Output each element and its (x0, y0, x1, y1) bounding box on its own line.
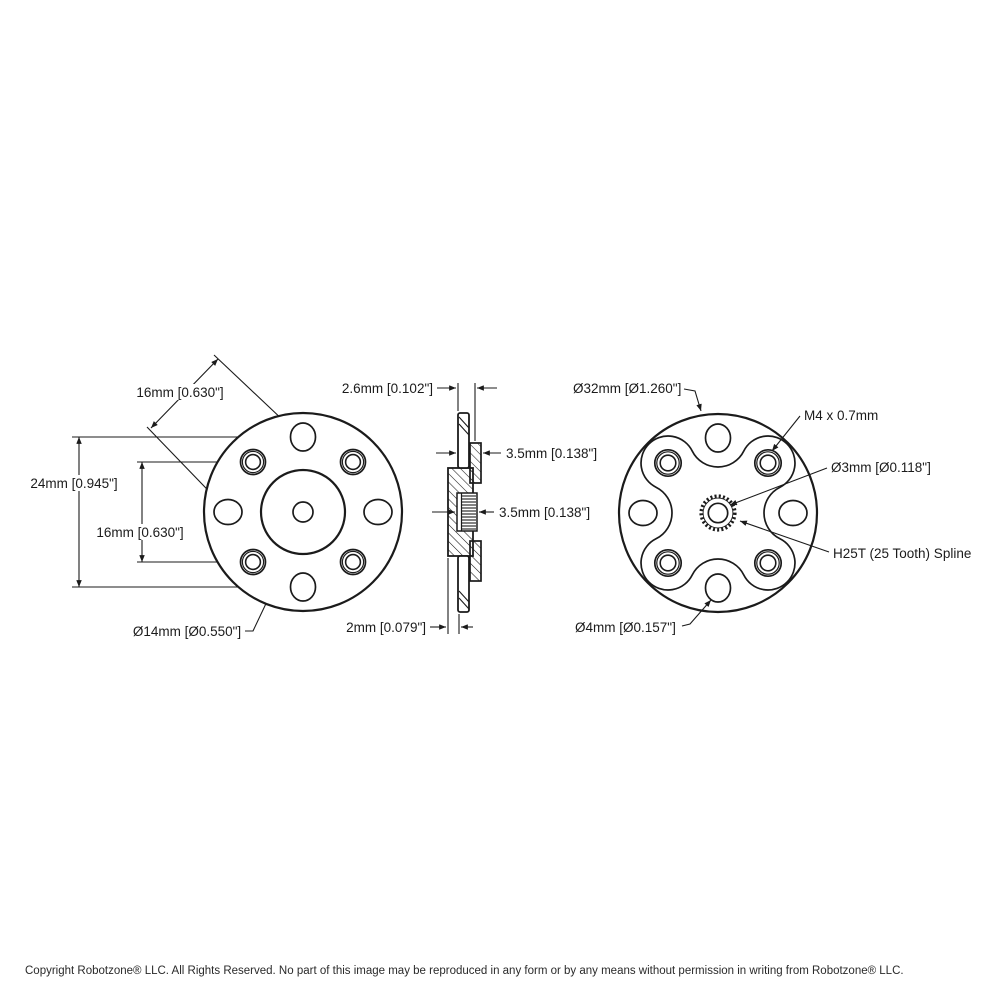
back-view-drawing (573, 381, 971, 635)
dim-label-boss-diameter: Ø14mm [Ø0.550"] (132, 624, 242, 639)
dim-label-bolt-circle: 24mm [0.945"] (30, 476, 118, 491)
dim-label-boss-thickness: 3.5mm [0.138"] (506, 446, 598, 461)
dim-label-thread-spacing: 16mm [0.630"] (96, 525, 184, 540)
copyright-text: Copyright Robotzone® LLC. All Rights Reserved. No part of this image may be reproduced in any form or by any means without permission in writing from Robotzone® LLC. (25, 965, 904, 977)
dim-label-thread-spec: M4 x 0.7mm (804, 408, 879, 423)
section-lower-boss (470, 541, 481, 581)
section-spline-teeth (457, 493, 477, 531)
front-boss-circle (261, 470, 345, 554)
dim-label-diag-spacing: 16mm [0.630"] (136, 385, 224, 400)
dim-label-center-hole: Ø3mm [Ø0.118"] (831, 460, 931, 475)
section-upper-boss (470, 443, 481, 483)
dim-label-flange-offset: 2.6mm [0.102"] (341, 381, 433, 396)
dim-label-outer-diameter: Ø32mm [Ø1.260"] (573, 381, 682, 396)
dim-label-outer-hole: Ø4mm [Ø0.157"] (575, 620, 676, 635)
dim-label-spline-spec: H25T (25 Tooth) Spline (833, 546, 972, 561)
dim-label-spline-thickness: 3.5mm [0.138"] (499, 505, 591, 520)
side-view-part (448, 413, 481, 612)
front-view-drawing (30, 355, 402, 639)
dim-label-plate-thickness: 2mm [0.079"] (346, 620, 426, 635)
